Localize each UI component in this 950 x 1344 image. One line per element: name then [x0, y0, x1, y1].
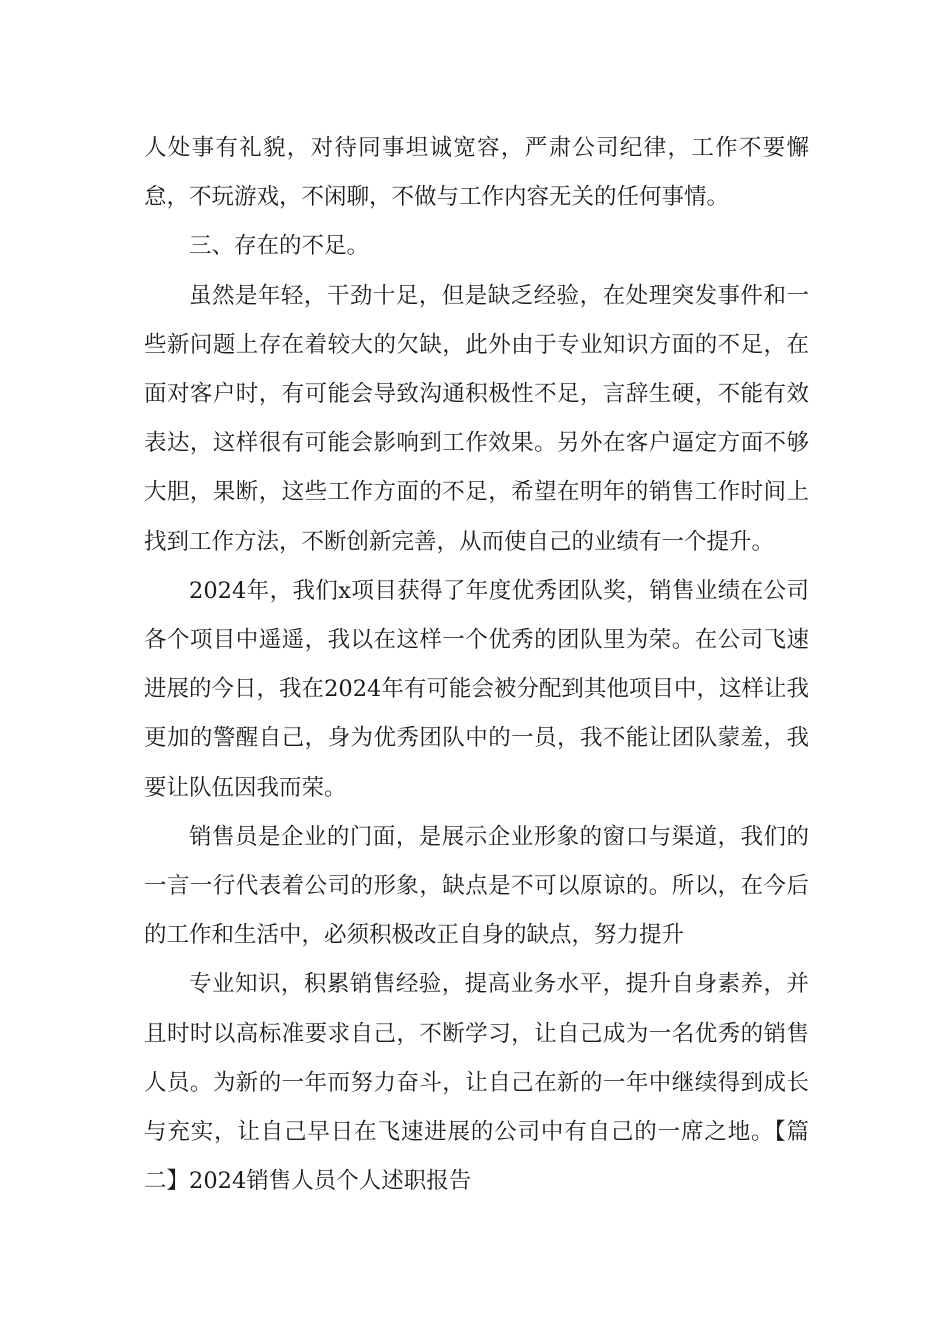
paragraph-4: 2024年，我们x项目获得了年度优秀团队奖，销售业绩在公司各个项目中遥遥，我以在这样一个优秀的团队里为荣。在公司飞速进展的今日，我在2024年有可能会被分配到其他项目中，这样让我更加的警醒自己，身为优秀团队中的一员，我不能让团队蒙羞，我要让队伍因我而荣。 — [144, 577, 809, 801]
paragraph-3: 虽然是年轻，干劲十足，但是缺乏经验，在处理突发事件和一些新问题上存在着较大的欠缺，此外由于专业知识方面的不足，在面对客户时，有可能会导致沟通积极性不足，言辞生硬，不能有效表达，这样很有可能会影响到工作效果。另外在客户逼定方面不够大胆，果断，这些工作方面的不足，希望在明年的销售工作时间上找到工作方法，不断创新完善，从而使自己的业绩有一个提升。 — [144, 282, 809, 555]
document-body — [144, 124, 809, 1206]
paragraph-5: 销售员是企业的门面，是展示企业形象的窗口与渠道，我们的一言一行代表着公司的形象，缺点是不可以原谅的。所以，在今后的工作和生活中，必须积极改正自身的缺点，努力提升 — [144, 823, 809, 949]
paragraph-1: 人处事有礼貌，对待同事坦诚宽容，严肃公司纪律，工作不要懈怠，不玩游戏，不闲聊，不做与工作内容无关的任何事情。 — [144, 135, 809, 211]
section-heading-shortcomings: 三、存在的不足。 — [189, 233, 370, 260]
paragraph-6: 专业知识，积累销售经验，提高业务水平，提升自身素养，并且时时以高标准要求自己，不断学习，让自己成为一名优秀的销售人员。为新的一年而努力奋斗，让自己在新的一年中继续得到成长与充实，让自己早日在飞速进展的公司中有自己的一席之地。【篇二】2024销售人员个人述职报告 — [144, 971, 809, 1195]
